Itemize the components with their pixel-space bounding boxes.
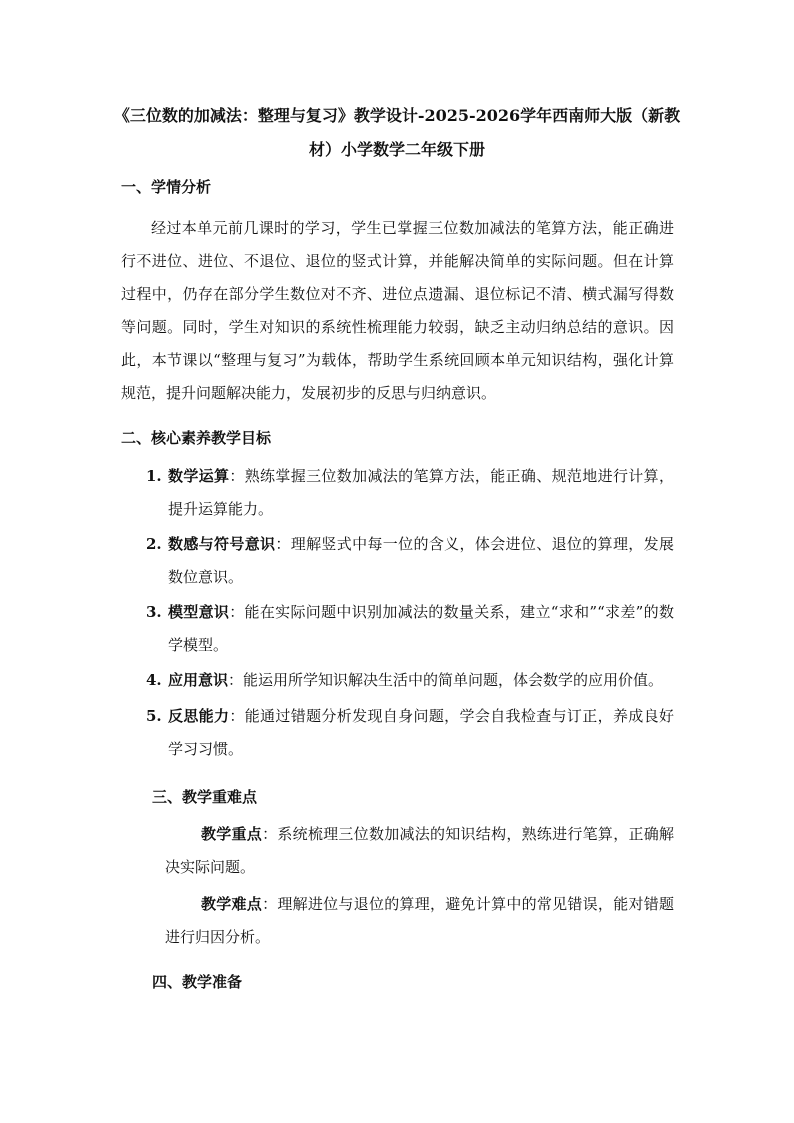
goal-term: 数感与符号意识 [168,535,276,553]
goal-text: ：熟练掌握三位数加减法的笔算方法，能正确、规范地进行计算，提升运算能力。 [168,467,674,518]
key-point-term: 教学重点 [201,825,263,843]
key-point-item [165,888,674,954]
key-point-text: ：理解进位与退位的算理，避免计算中的常见错误，能对错题进行归因分析。 [165,895,674,946]
goal-number: 4. [146,671,162,689]
goal-item [146,460,674,526]
goal-number: 1. [146,467,162,485]
goal-number: 3. [146,603,162,621]
key-point-text: ：系统梳理三位数加减法的知识结构，熟练进行笔算，正确解决实际问题。 [165,825,674,876]
analysis-paragraph: 经过本单元前几课时的学习，学生已掌握三位数加减法的笔算方法，能正确进行不进位、进位、不退位、退位的竖式计算，并能解决简单的实际问题。但在计算过程中，仍存在部分学生数位对不齐、进位点遗漏、退位标记不清、横式漏写得数等问题。同时，学生对知识的系统性梳理能力较弱，缺乏主动归纳总结的意识。因此，本节课以“整理与复习”为载体，帮助学生系统回顾本单元知识结构，强化计算规范，提升问题解决能力，发展初步的反思与归纳意识。 [121,219,674,402]
goal-term: 模型意识 [168,603,230,621]
document-title: 《三位数的加减法：整理与复习》教学设计-2025-2026学年西南师大版（新教材）小学数学二年级下册 [113,106,681,159]
goal-item [146,700,674,766]
section-heading-analysis: 一、学情分析 [121,178,212,196]
goal-text: ：理解竖式中每一位的含义，体会进位、退位的算理，发展数位意识。 [168,535,674,586]
goal-number: 2. [146,535,162,553]
goal-number: 5. [146,707,162,725]
key-point-item [165,818,674,884]
goal-text: ：能运用所学知识解决生活中的简单问题，体会数学的应用价值。 [228,671,664,689]
goal-item [146,596,674,662]
goal-item [146,664,674,697]
section-heading-preparation: 四、教学准备 [152,973,243,991]
goal-text: ：能通过错题分析发现自身问题，学会自我检查与订正，养成良好学习习惯。 [168,707,674,758]
section-heading-goals: 二、核心素养教学目标 [121,429,272,447]
goal-item [146,528,674,594]
goal-term: 反思能力 [168,707,230,725]
goal-term: 应用意识 [168,671,229,689]
goal-text: ：能在实际问题中识别加减法的数量关系，建立“求和”“求差”的数学模型。 [168,603,674,654]
key-point-term: 教学难点 [201,895,263,913]
goal-term: 数学运算 [168,467,230,485]
section-heading-key-points: 三、教学重难点 [152,788,258,806]
